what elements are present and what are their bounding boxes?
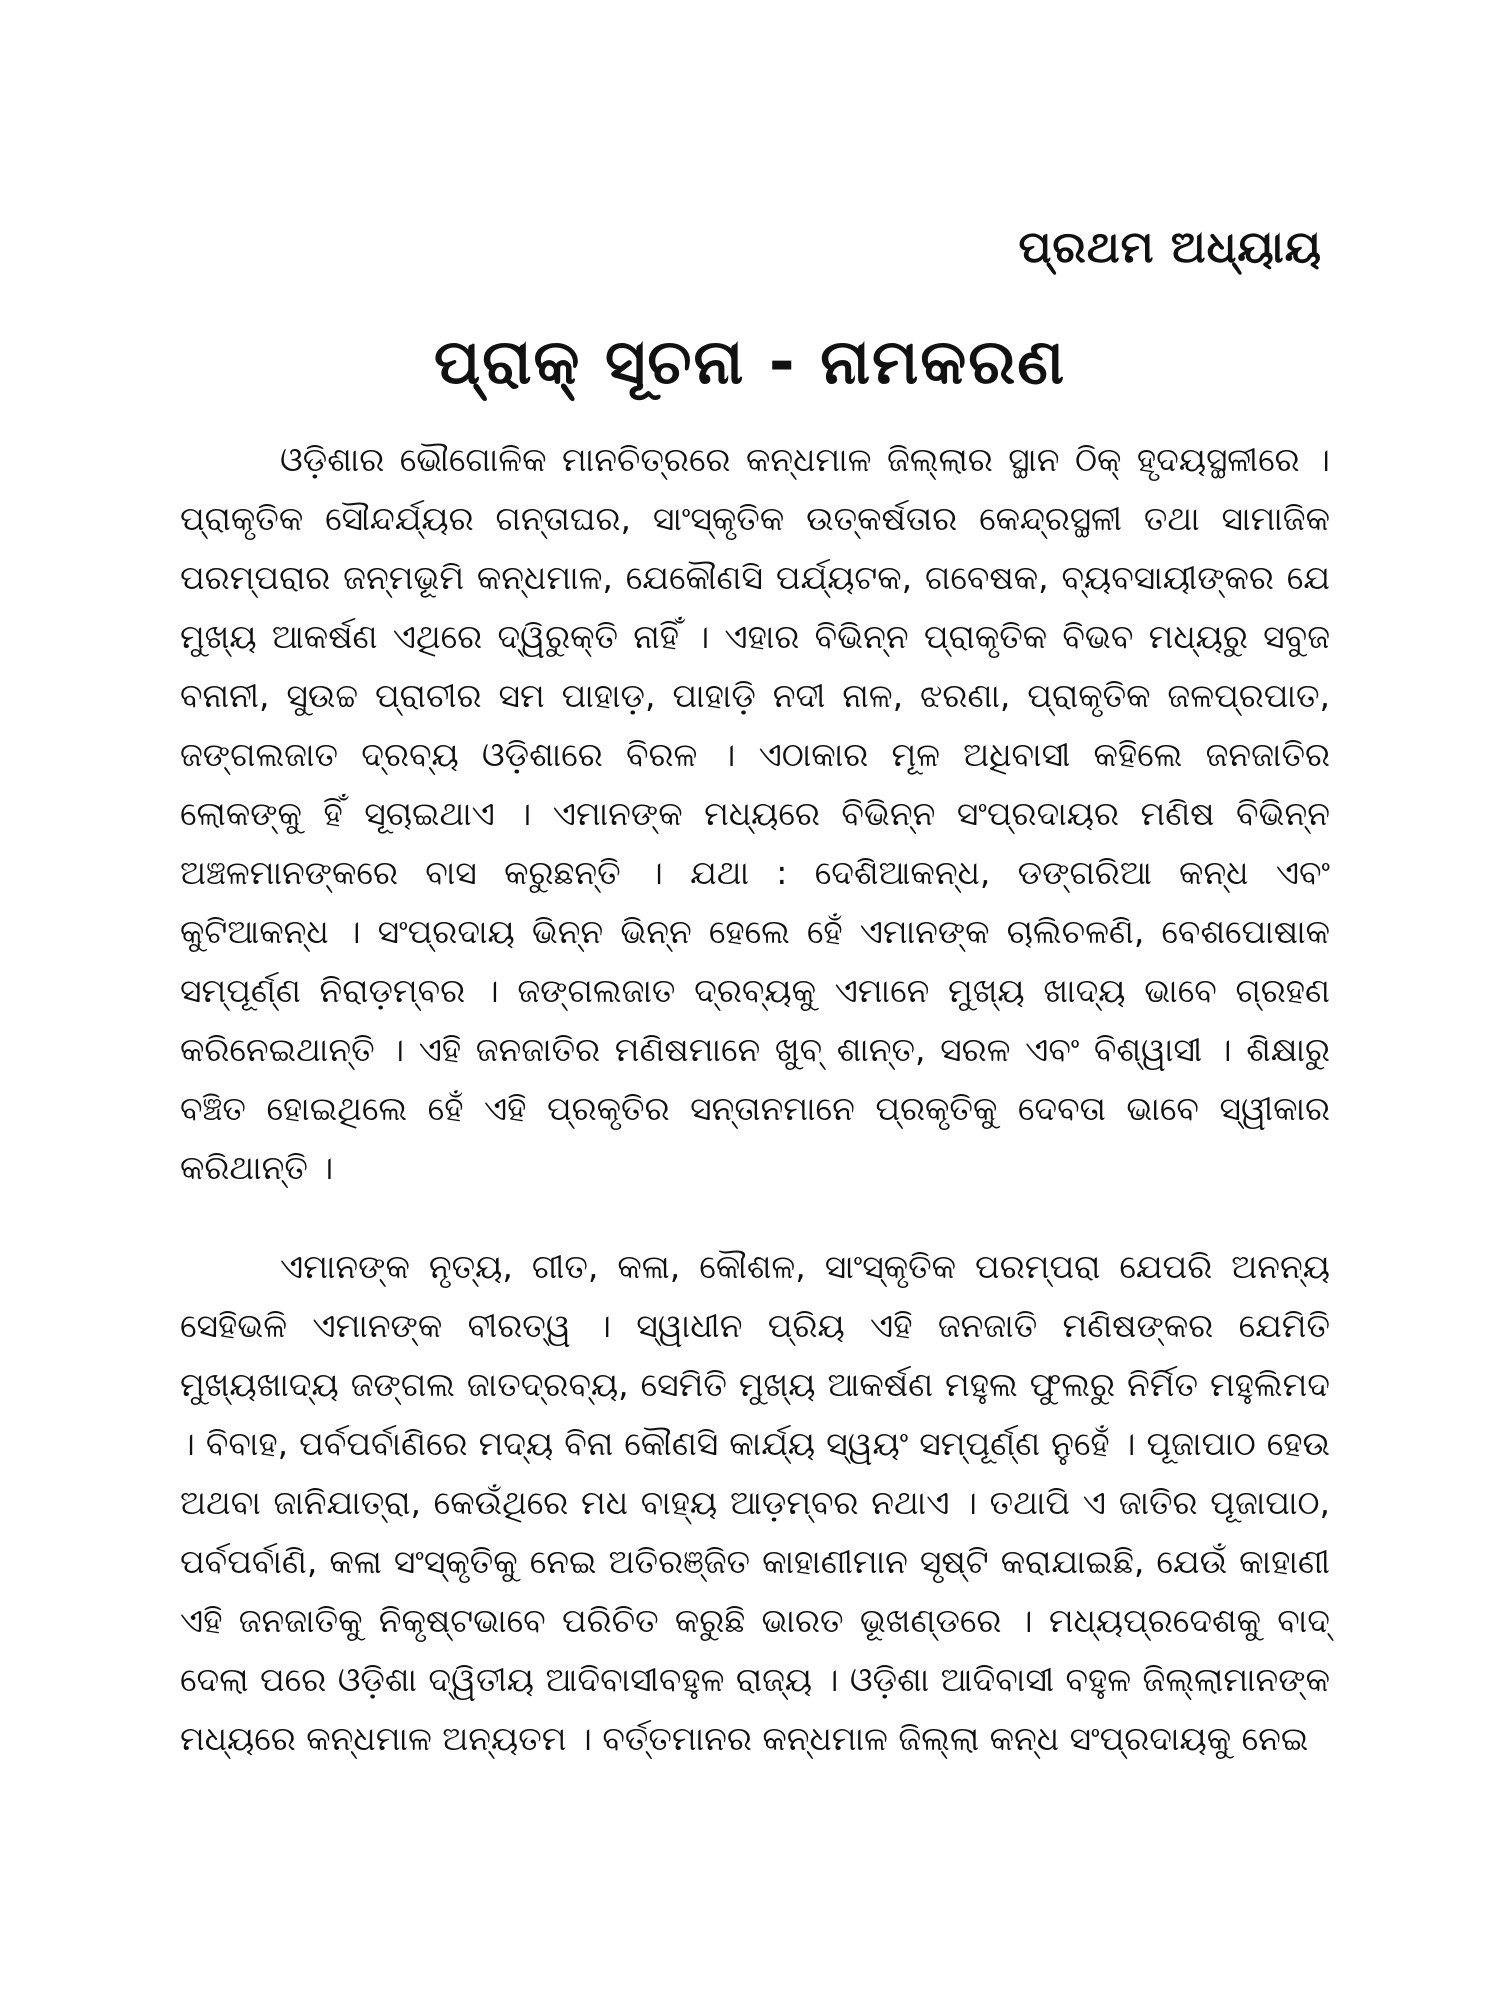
chapter-label: ପ୍ରଥମ ଅଧ୍ୟାୟ	[1018, 222, 1322, 273]
page-title: ପ୍ରାକ୍ ସୂଚନା - ନାମକରଣ	[433, 325, 1067, 398]
body-text	[180, 430, 1330, 1768]
paragraph-1: ଓଡ଼ିଶାର ଭୌଗୋଳିକ ମାନଚିତ୍ରରେ କନ୍ଧମାଳ ଜିଲ୍ଲାର ସ୍ଥାନ ଠିକ୍ ହୃଦୟସ୍ଥଳୀରେ । ପ୍ରାକୃତିକ ସୌନ୍ଦର୍ଯ୍ୟର ଗନ୍ତାଘର, ସାଂସ୍କୃତିକ ଉତ୍କର୍ଷତାର କେନ୍ଦ୍ରସ୍ଥଳୀ ତଥା ସାମାଜିକ ପରମ୍ପରାର ଜନ୍ମଭୂମି କନ୍ଧମାଳ, ଯେକୌଣସି ପର୍ଯ୍ୟଟକ, ଗବେଷକ, ବ୍ୟବସାୟୀଙ୍କର ଯେ ମୁଖ୍ୟ ଆକର୍ଷଣ ଏଥିରେ ଦ୍ୱିରୁକ୍ତି ନାହିଁ । ଏହାର ବିଭିନ୍ନ ପ୍ରାକୃତିକ ବିଭବ ମଧ୍ୟରୁ ସବୁଜ ବନାନୀ, ସୁଉଚ୍ଚ ପ୍ରାଚୀର ସମ ପାହାଡ଼, ପାହାଡ଼ି ନଦୀ ନାଳ, ଝରଣା, ପ୍ରାକୃତିକ ଜଳପ୍ରପାତ, ଜଙ୍ଗଲଜାତ ଦ୍ରବ୍ୟ ଓଡ଼ିଶାରେ ବିରଳ । ଏଠାକାର ମୂଳ ଅଧିବାସୀ କହିଲେ ଜନଜାତିର ଲୋକଙ୍କୁ ହିଁ ସୂଚାଇଥାଏ । ଏମାନଙ୍କ ମଧ୍ୟରେ ବିଭିନ୍ନ ସଂପ୍ରଦାୟର ମଣିଷ ବିଭିନ୍ନ ଅଞ୍ଚଳମାନଙ୍କରେ ବାସ କରୁଛନ୍ତି । ଯଥା : ଦେଶିଆକନ୍ଧ, ଡଙ୍ଗରିଆ କନ୍ଧ ଏବଂ କୁଟିଆକନ୍ଧ । ସଂପ୍ରଦାୟ ଭିନ୍ନ ଭିନ୍ନ ହେଲେ ହେଁ ଏମାନଙ୍କ ଚାଲିଚଳଣି, ବେଶପୋଷାକ ସମ୍ପୂର୍ଣ୍ଣ ନିରାଡ଼ମ୍ବର । ଜଙ୍ଗଲଜାତ ଦ୍ରବ୍ୟକୁ ଏମାନେ ମୁଖ୍ୟ ଖାଦ୍ୟ ଭାବେ ଗ୍ରହଣ କରିନେଇଥାନ୍ତି । ଏହି ଜନଜାତିର ମଣିଷମାନେ ଖୁବ୍ ଶାନ୍ତ, ସରଳ ଏବଂ ବିଶ୍ୱାସୀ । ଶିକ୍ଷାରୁ ବଞ୍ଚିତ ହୋଇଥିଲେ ହେଁ ଏହି ପ୍ରକୃତିର ସନ୍ତାନମାନେ ପ୍ରକୃତିକୁ ଦେବତା ଭାବେ ସ୍ୱୀକାର କରିଥାନ୍ତି ।	[180, 440, 1330, 1187]
paragraph-2: ଏମାନଙ୍କ ନୃତ୍ୟ, ଗୀତ, କଳା, କୌଶଳ, ସାଂସ୍କୃତିକ ପରମ୍ପରା ଯେପରି ଅନନ୍ୟ ସେହିଭଳି ଏମାନଙ୍କ ବୀରତ୍ୱ । ସ୍ୱାଧୀନ ପ୍ରିୟ ଏହି ଜନଜାତି ମଣିଷଙ୍କର ଯେମିତି ମୁଖ୍ୟଖାଦ୍ୟ ଜଙ୍ଗଲ ଜାତଦ୍ରବ୍ୟ, ସେମିତି ମୁଖ୍ୟ ଆକର୍ଷଣ ମହୁଲ ଫୁଲରୁ ନିର୍ମିତ ମହୁଲିମଦ । ବିବାହ, ପର୍ବପର୍ବାଣିରେ ମଦ୍ୟ ବିନା କୌଣସି କାର୍ଯ୍ୟ ସ୍ୱୟଂ ସମ୍ପୂର୍ଣ୍ଣ ନୁହେଁ । ପୂଜାପାଠ ହେଉ ଅଥବା ଜାନିଯାତ୍ରା, କେଉଁଥିରେ ମଧ ବାହ୍ୟ ଆଡ଼ମ୍ବର ନଥାଏ । ତଥାପି ଏ ଜାତିର ପୂଜାପାଠ, ପର୍ବପର୍ବାଣି, କଳା ସଂସ୍କୃତିକୁ ନେଇ ଅତିରଞ୍ଜିତ କାହାଣୀମାନ ସୃଷ୍ଟି କରାଯାଇଛି, ଯେଉଁ କାହାଣୀ ଏହି ଜନଜାତିକୁ ନିକୃଷ୍ଟଭାବେ ପରିଚିତ କରୁଛି ଭାରତ ଭୂଖଣ୍ଡରେ । ମଧ୍ୟପ୍ରଦେଶକୁ ବାଦ୍ ଦେଲା ପରେ ଓଡ଼ିଶା ଦ୍ୱିତୀୟ ଆଦିବାସୀବହୁଳ ରାଜ୍ୟ । ଓଡ଼ିଶା ଆଦିବାସୀ ବହୁଳ ଜିଲ୍ଲାମାନଙ୍କ ମଧ୍ୟରେ କନ୍ଧମାଳ ଅନ୍ୟତମ । ବର୍ତ୍ତମାନର କନ୍ଧମାଳ ଜିଲ୍ଲା କନ୍ଧ ସଂପ୍ରଦାୟକୁ ନେଇ	[180, 1247, 1330, 1758]
